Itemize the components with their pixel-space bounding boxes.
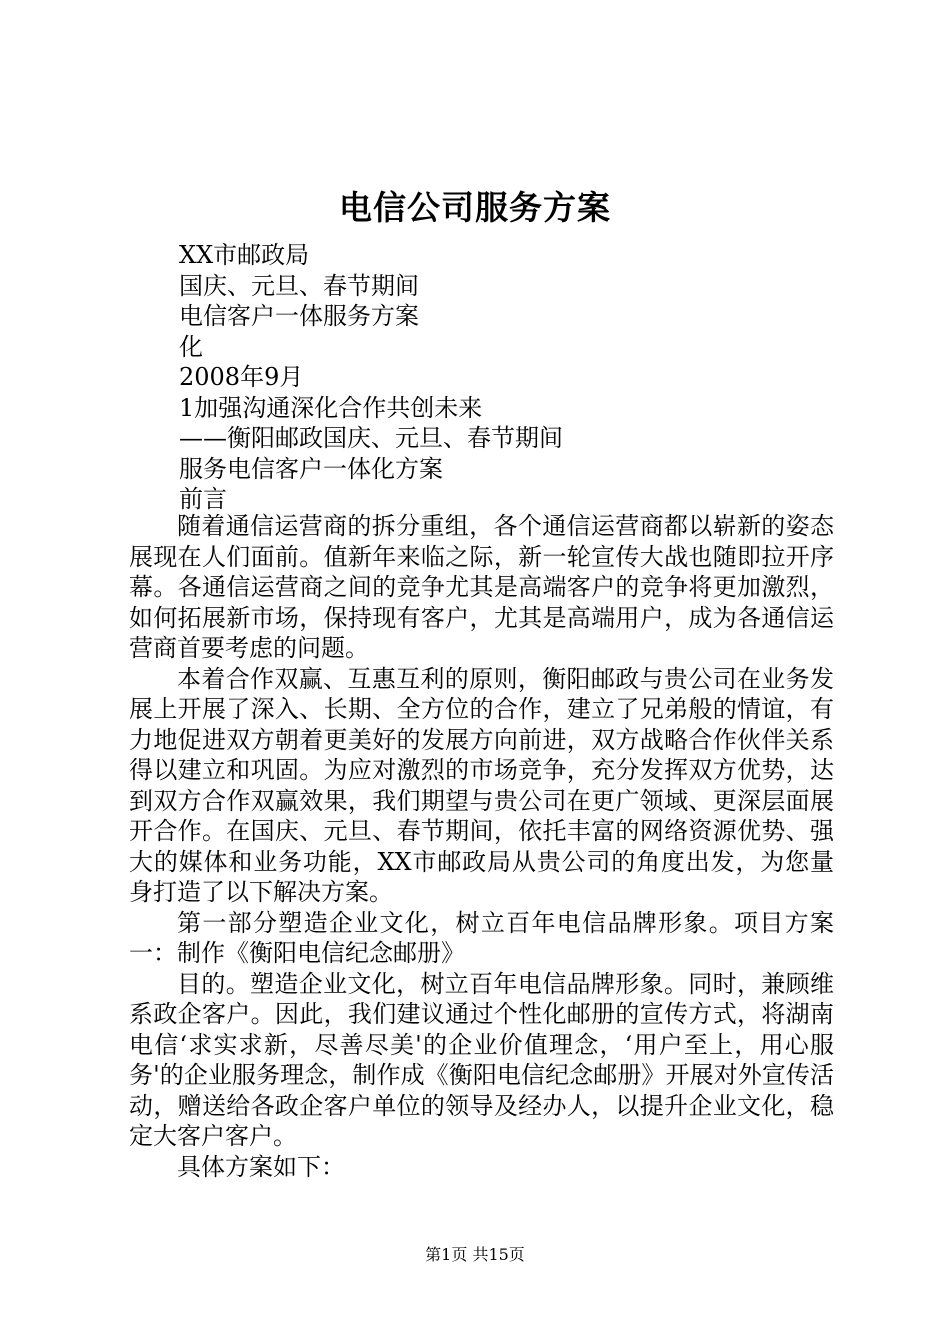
body-paragraph: 本着合作双赢、互惠互利的原则，衡阳邮政与贵公司在业务发展上开展了深入、长期、全方位的合作，建立了兄弟般的情谊，有力地促进双方朝着更美好的发展方向前进，双方战略合作伙伴关系得以建立和巩固。为应对激烈的市场竞争，充分发挥双方优势，达到双方合作双赢效果，我们期望与贵公司在更广领域、更深层面展开合作。在国庆、元旦、春节期间，依托丰富的网络资源优势、强大的媒体和业务功能，XX市邮政局从贵公司的角度出发，为您量身打造了以下解决方案。 xyxy=(129,664,834,906)
section-heading-preface: 前言 xyxy=(179,485,227,513)
body-paragraph: 目的。塑造企业文化，树立百年电信品牌形象。同时，兼顾维系政企客户。因此，我们建议通过个性化邮册的宣传方式，将湖南电信‘求实求新，尽善尽美'的企业价值理念，‘用户至上，用心服务'的企业服务理念，制作成《衡阳电信纪念邮册》开展对外宣传活动，赠送给各政企客户单位的领导及经办人，以提升企业文化，稳定大客户客户。 xyxy=(129,969,834,1150)
page-footer: 第1页 共15页 xyxy=(425,1245,525,1264)
body-paragraph: 第一部分塑造企业文化，树立百年电信品牌形象。项目方案一：制作《衡阳电信纪念邮册》 xyxy=(129,908,834,967)
document-header-block xyxy=(179,240,879,515)
body-paragraph: 具体方案如下： xyxy=(177,1152,345,1181)
header-line-subtitle-cont: 服务电信客户一体化方案 xyxy=(179,454,443,483)
header-line-period: 国庆、元旦、春节期间 xyxy=(179,271,419,300)
header-line-plan-suffix: 化 xyxy=(179,332,203,361)
header-line-plan-name: 电信客户一体服务方案 xyxy=(179,302,419,330)
body-paragraph: 随着通信运营商的拆分重组，各个通信运营商都以崭新的姿态展现在人们面前。值新年来临之际，新一轮宣传大战也随即拉开序幕。各通信运营商之间的竞争尤其是高端客户的竞争将更加激烈，如何拓展新市场，保持现有客户，尤其是高端用户，成为各通信运营商首要考虑的问题。 xyxy=(129,512,834,662)
document-body xyxy=(129,511,834,1182)
header-line-date: 2008年9月 xyxy=(179,363,304,391)
header-line-issuer: XX市邮政局 xyxy=(179,241,310,269)
header-line-subtitle: ——衡阳邮政国庆、元旦、春节期间 xyxy=(179,424,563,452)
document-title: 电信公司服务方案 xyxy=(339,188,611,227)
header-line-slogan: 1加强沟通深化合作共创未来 xyxy=(179,393,483,422)
